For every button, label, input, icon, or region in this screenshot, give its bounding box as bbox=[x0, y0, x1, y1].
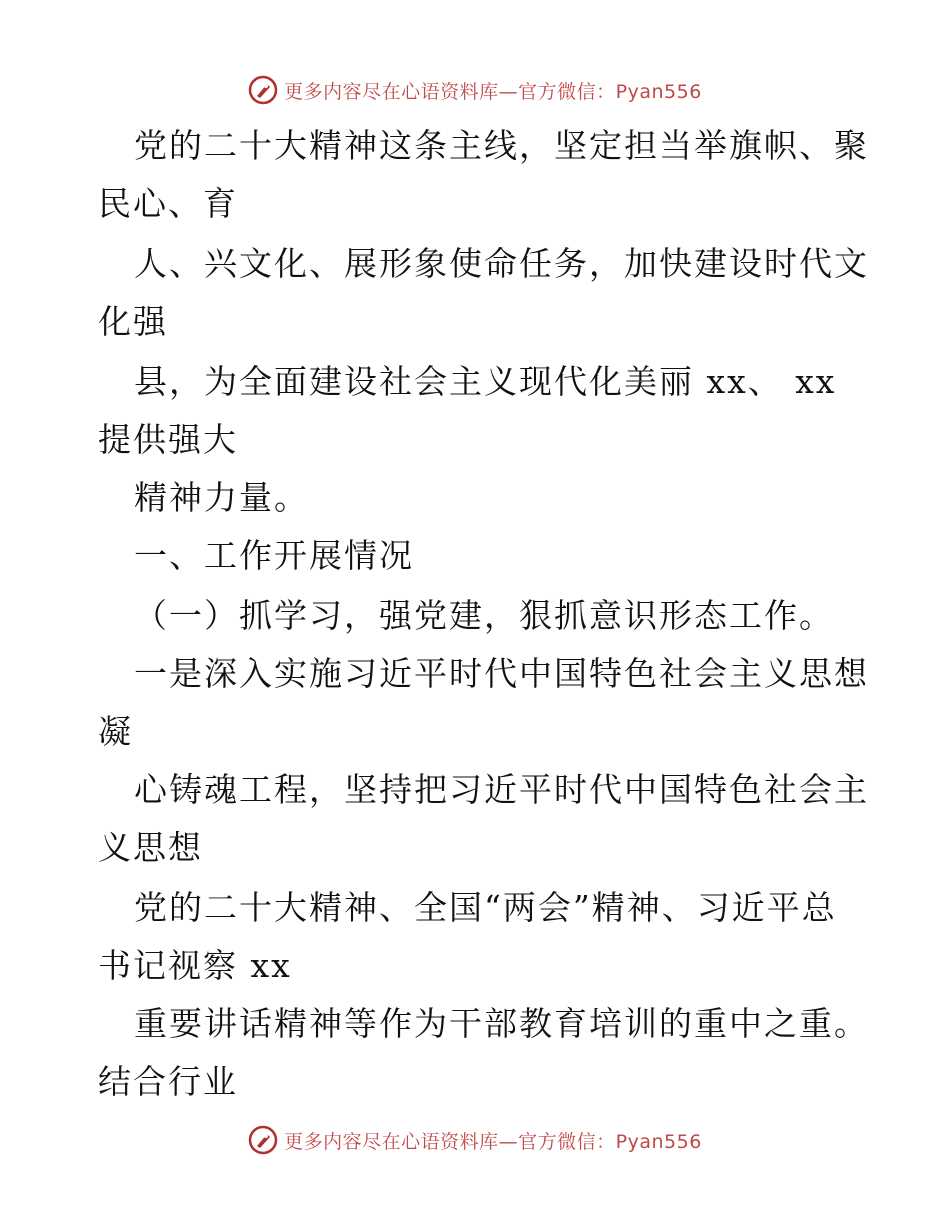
paragraph-line: 一是深入实施习近平时代中国特色社会主义思想 bbox=[134, 654, 869, 693]
paragraph-line: 心铸魂工程，坚持把习近平时代中国特色社会主 bbox=[134, 770, 869, 809]
paragraph-line: 党的二十大精神、全国“两会”精神、习近平总 bbox=[134, 888, 837, 927]
pen-nib-logo-icon bbox=[248, 1125, 278, 1155]
pen-nib-logo-icon bbox=[248, 75, 278, 105]
header-banner bbox=[0, 70, 950, 110]
paragraph-line: 结合行业 bbox=[98, 1062, 238, 1101]
paragraph-line: 党的二十大精神这条主线，坚定担当举旗帜、聚 bbox=[134, 126, 869, 165]
paragraph-line: 义思想 bbox=[98, 828, 203, 867]
paragraph-line: 重要讲话精神等作为干部教育培训的重中之重。 bbox=[134, 1004, 869, 1043]
section-heading: 一、工作开展情况 bbox=[134, 536, 414, 575]
subsection-heading: （一）抓学习，强党建，狠抓意识形态工作。 bbox=[134, 596, 834, 635]
paragraph-line: 凝 bbox=[98, 712, 133, 751]
footer-banner-text: 更多内容尽在心语资料库—官方微信：Pyan556 bbox=[284, 1130, 702, 1153]
paragraph-line: 县，为全面建设社会主义现代化美丽 xx、 xx bbox=[134, 362, 837, 401]
paragraph-line: 人、兴文化、展形象使命任务，加快建设时代文 bbox=[134, 244, 869, 283]
paragraph-line: 书记视察 xx bbox=[98, 946, 292, 985]
paragraph-line: 提供强大 bbox=[98, 420, 238, 459]
paragraph-line: 精神力量。 bbox=[134, 478, 309, 517]
footer-banner bbox=[0, 1120, 950, 1160]
header-banner-text: 更多内容尽在心语资料库—官方微信：Pyan556 bbox=[284, 80, 702, 103]
paragraph-line: 民心、育 bbox=[98, 184, 238, 223]
paragraph-line: 化强 bbox=[98, 302, 168, 341]
